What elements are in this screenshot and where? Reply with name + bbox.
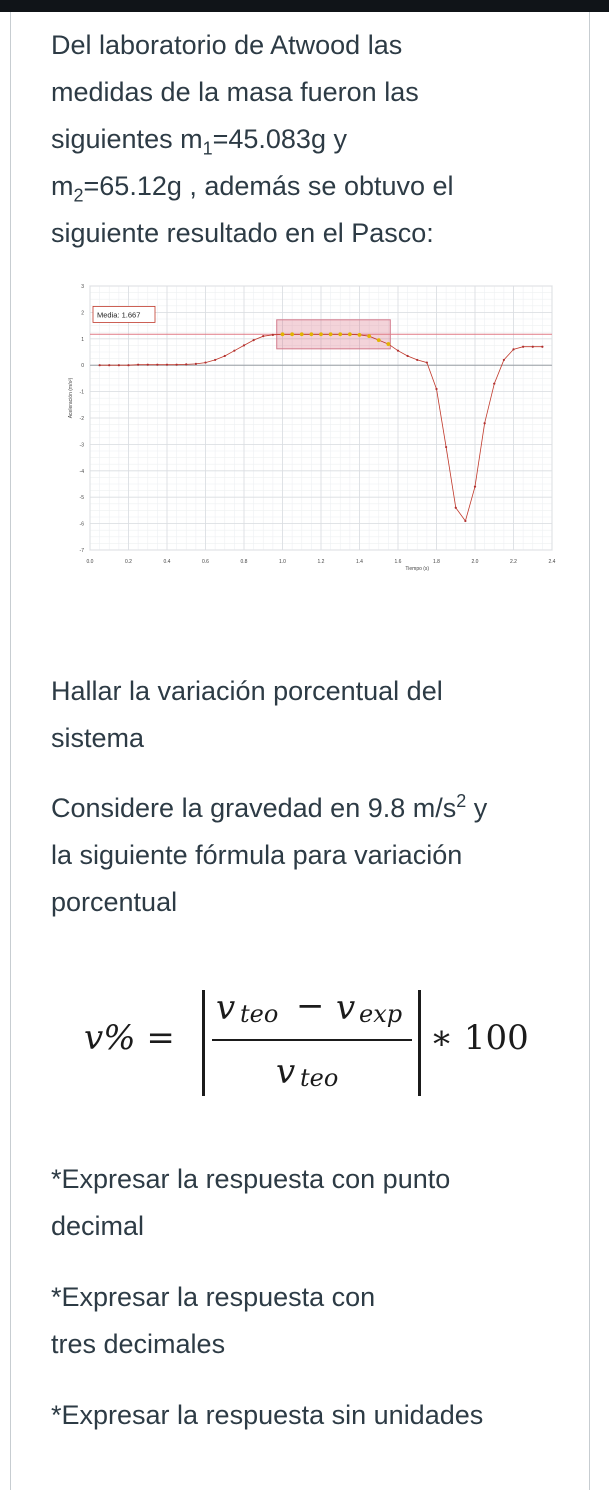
abs-bar-left [202,990,205,1096]
data-point [176,364,178,366]
gravity-exponent: 2 [456,791,467,811]
intro-line-4 [51,163,571,210]
y-tick-label: -1 [79,389,84,396]
data-point [329,332,333,336]
formula-den-v: v [276,1052,296,1092]
y-axis-label: Aceleración (m/s²) [68,377,74,419]
data-point [127,364,129,366]
x-tick-label: 1.2 [317,559,325,565]
m1-subscript: 1 [202,138,213,159]
note-3: *Expresar la respuesta sin unidades [51,1400,484,1430]
y-tick-label: 1 [81,336,84,343]
intro-line-3 [51,116,571,163]
data-point [118,364,120,366]
data-point [348,332,352,336]
data-point [185,363,187,365]
data-point [522,346,524,348]
note-2-line-2: tres decimales [51,1329,226,1359]
data-point [445,446,447,448]
data-point [243,344,245,346]
abs-bar-right [418,990,421,1096]
x-tick-label: 2.0 [471,559,479,565]
data-point [426,361,428,363]
x-tick-label: 2.4 [548,559,556,565]
data-point [108,364,110,366]
m2-subscript: 2 [73,185,84,206]
data-point [397,350,399,352]
note-2-line-1: *Expresar la respuesta con [51,1282,376,1312]
q2-line-2: la siguiente fórmula para variación [51,840,463,870]
intro-line-1: Del laboratorio de Atwood las [51,30,403,60]
data-point [300,332,304,336]
data-point [224,355,226,357]
data-point [377,338,381,342]
data-point [262,335,264,337]
x-tick-label: 0.2 [125,559,132,565]
data-point [464,520,466,522]
data-point [541,346,543,348]
data-point [290,332,294,336]
data-point [319,332,323,336]
m1-value: =45.083g y [212,124,347,154]
percent-variation-formula [84,978,564,1108]
data-point [484,422,486,424]
data-point [455,507,457,509]
data-point [532,346,534,348]
y-tick-label: 2 [81,310,84,317]
data-point [214,359,216,361]
data-point [512,348,514,350]
x-tick-label: 0.0 [86,559,94,565]
x-tick-label: 1.6 [394,559,402,565]
m2-prefix: m [51,171,74,201]
m2-value: =65.12g , además se obtuvo el [83,171,454,201]
q2-line-3: porcentual [51,887,178,917]
y-tick-label: 0 [81,363,84,370]
data-point [253,339,255,341]
data-point [416,359,418,361]
mean-label: Media: 1.667 [97,310,141,320]
note-1-line-1: *Expresar la respuesta con punto [51,1164,451,1194]
fraction-bar [212,1039,412,1041]
data-point [99,364,101,366]
data-point [435,388,437,390]
y-tick-label: -2 [79,416,84,422]
x-tick-label: 0.6 [202,559,209,565]
data-point [137,364,139,366]
formula-num-v1: v [216,988,236,1028]
pasco-chart-svg [60,278,560,583]
x-tick-label: 1.0 [279,559,286,565]
data-point [503,359,505,361]
formula-minus: − [296,986,325,1026]
data-point [358,333,362,337]
data-point [309,332,313,336]
x-tick-label: 1.4 [356,559,363,565]
x-tick-label: 2.2 [510,559,517,565]
x-tick-label: 0.8 [240,559,248,565]
formula-num-sub1: teo [240,1000,279,1028]
q1-line-1: Hallar la variación porcentual del [51,676,443,706]
x-tick-label: 1.8 [433,559,440,565]
question-body [51,668,571,926]
gravity-suffix: y [466,793,488,823]
y-tick-label: -5 [79,495,84,502]
data-point [147,364,149,366]
q2-line-1 [51,785,571,832]
data-point [338,332,342,336]
data-point [367,334,371,338]
intro-line-2: medidas de la masa fueron las [51,77,419,107]
formula-den-sub: teo [300,1064,339,1092]
y-tick-label: -3 [79,442,84,449]
data-point [272,334,274,336]
data-point [407,355,409,357]
formula-num-v2: v [336,988,356,1028]
answer-notes [51,1156,571,1439]
formula-lhs: v% = [84,1018,175,1058]
x-tick-label: 0.4 [163,559,171,565]
pasco-chart [60,278,560,583]
data-point [233,350,235,352]
y-tick-label: -6 [79,521,84,528]
data-point [281,332,285,336]
gravity-text: Considere la gravedad en 9.8 m/s [51,793,457,823]
y-tick-label: 3 [81,284,84,290]
data-point [204,361,206,363]
data-point [166,364,168,366]
y-tick-label: -7 [79,548,84,554]
formula-num-sub2: exp [359,1000,403,1028]
data-point [195,363,197,365]
data-point [156,364,158,366]
data-point [493,383,495,385]
x-axis-label: Tiempo (s) [405,566,430,572]
q1-line-2: sistema [51,723,145,753]
intro-line-5: siguiente resultado en el Pasco: [51,218,434,248]
top-bar [0,0,609,12]
data-point [474,486,476,488]
formula-rhs: ∗ 100 [430,1018,529,1058]
data-point [386,342,390,346]
y-tick-label: -4 [79,468,84,475]
question-content [51,22,571,257]
note-1-line-2: decimal [51,1211,145,1241]
m1-prefix: siguientes m [51,124,203,154]
